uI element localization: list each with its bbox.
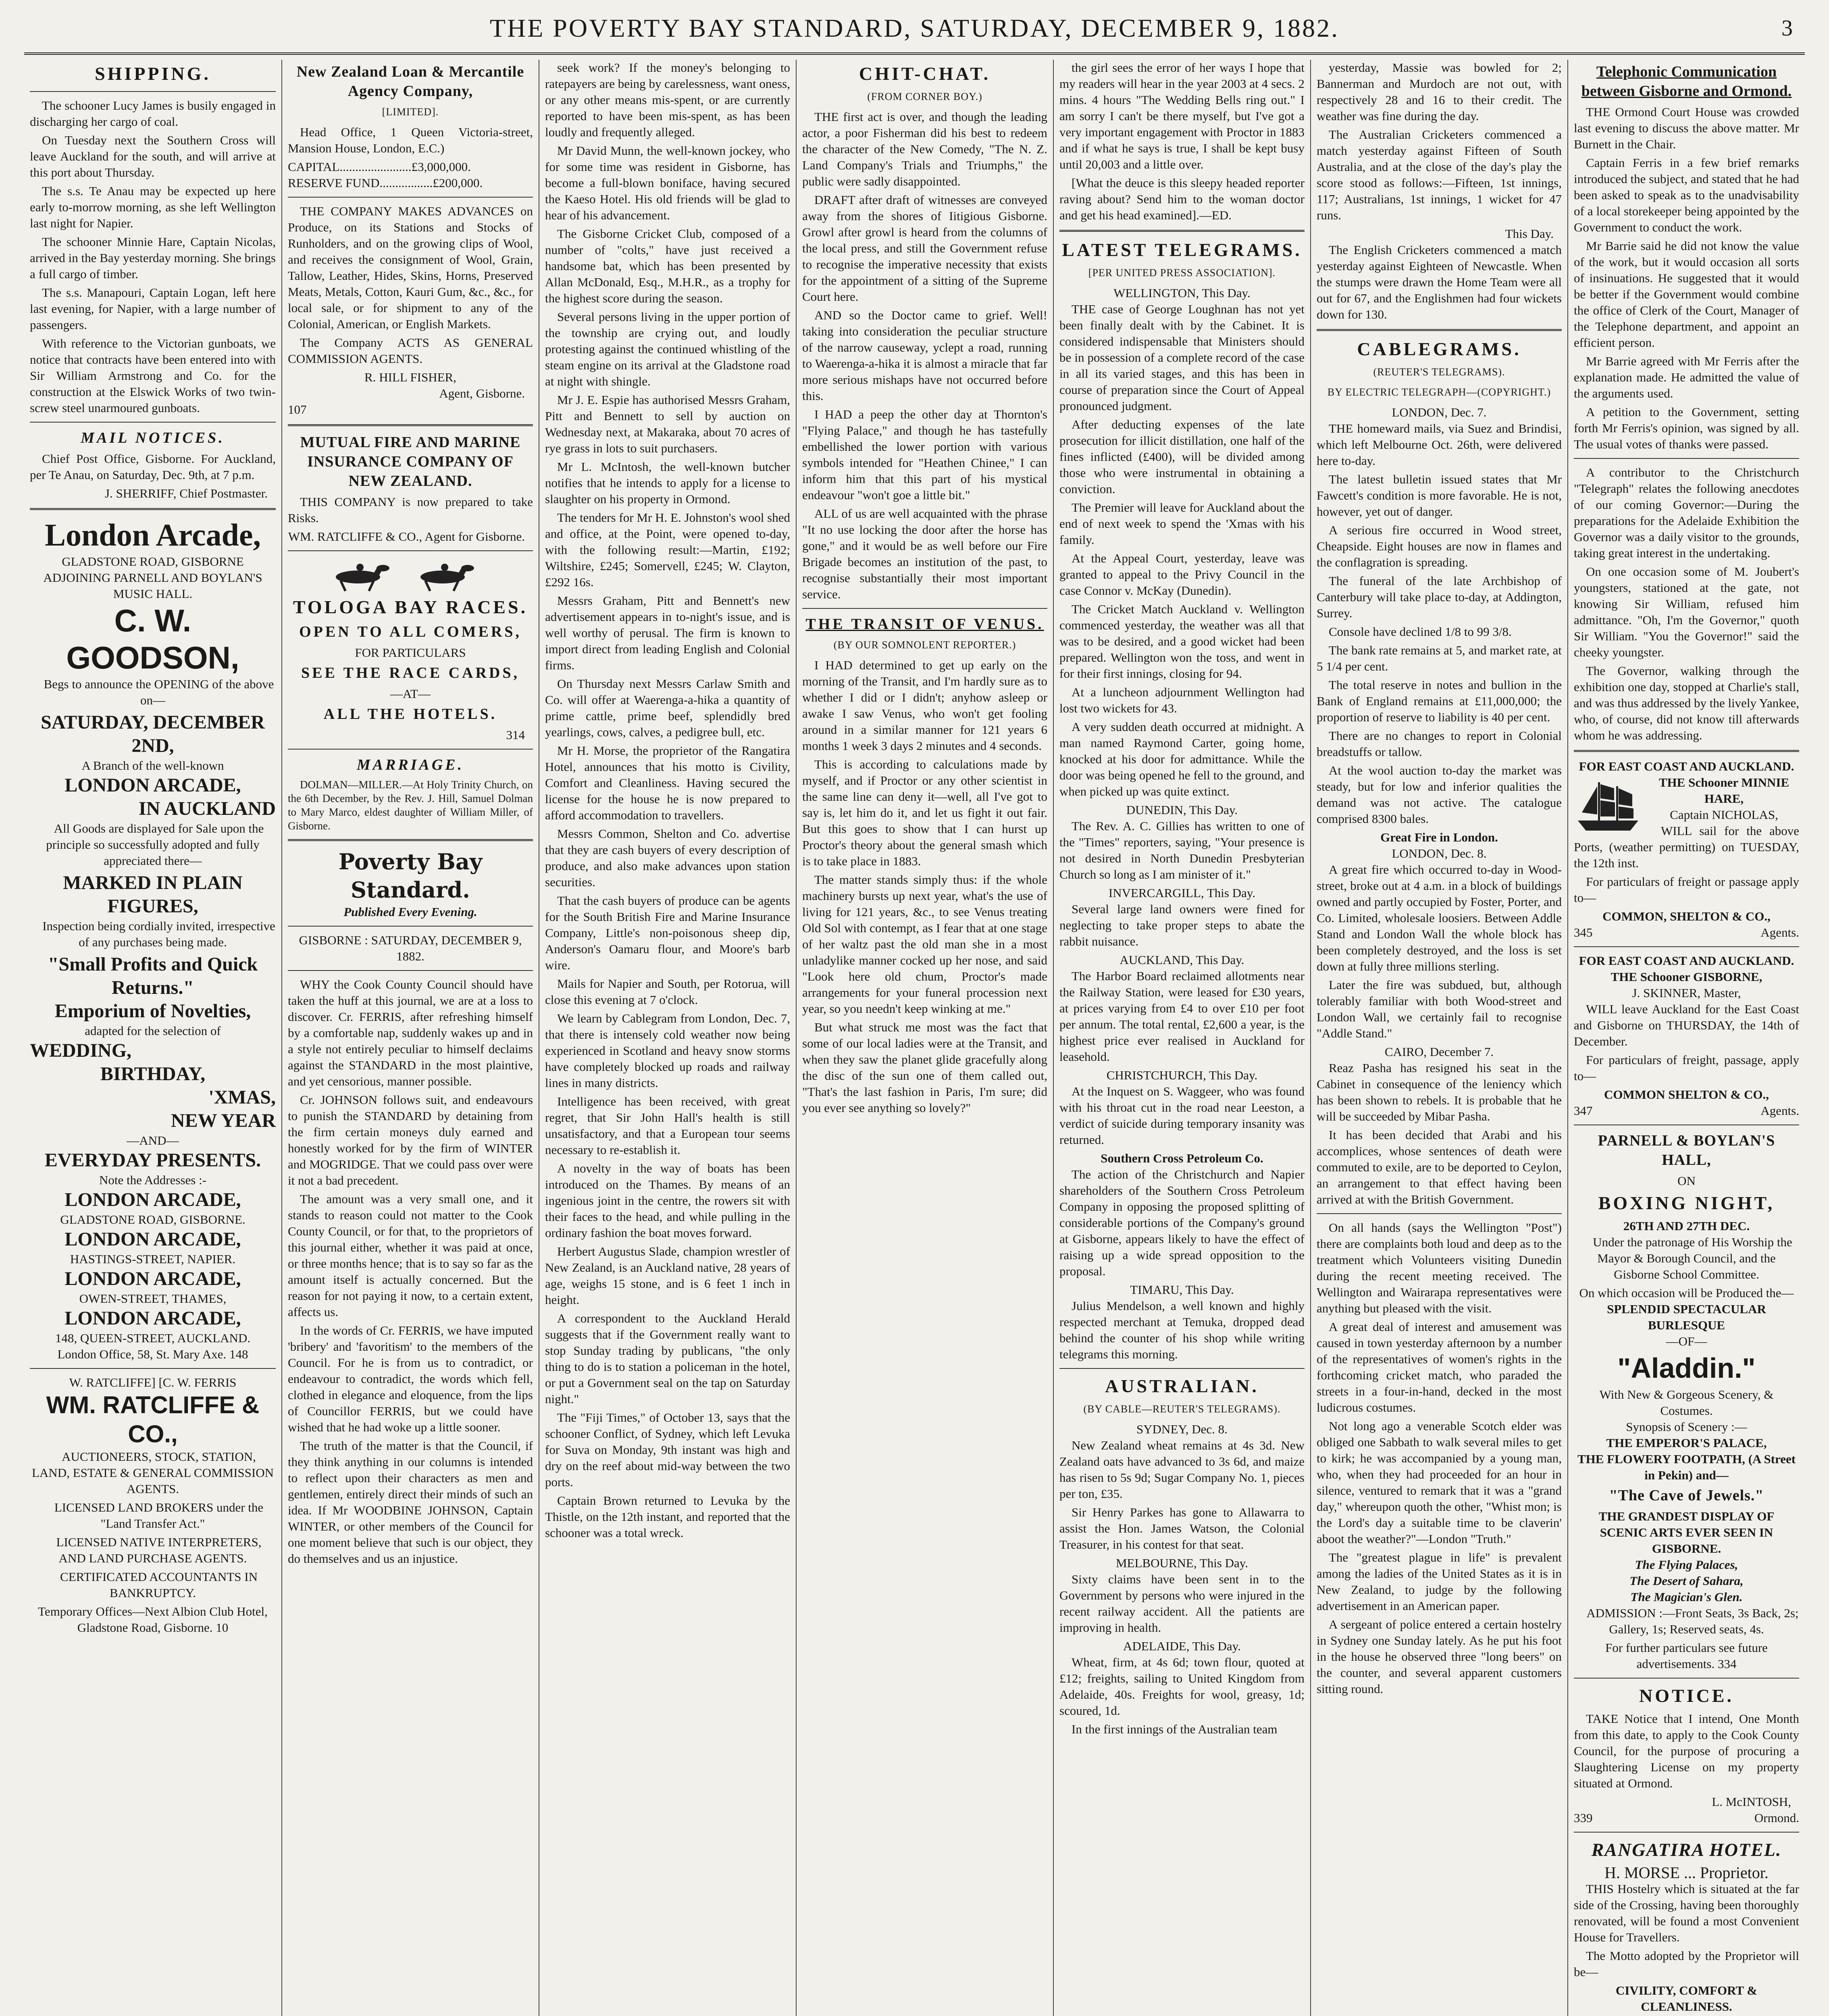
address: LONDON ARCADE, [65,1308,241,1329]
ad-line: For further particulars see future advertisements. [1605,1641,1768,1671]
dateline: WELLINGTON, This Day. [1113,286,1251,300]
paragraph: Messrs Common, Shelton and Co. advertise that they are cash buyers of every description of produce, and also make advances upon station securities. [545,827,790,889]
ad-line: Note the Addresses :- [99,1173,207,1187]
goodson-name: C. W. GOODSON, [66,603,239,675]
shipping-ad-heading: FOR EAST COAST AND AUCKLAND. [1579,954,1794,968]
paragraph: Sixty claims have been sent in to the Government by persons who were injured in the recent railway accident. All the patients are improving in health. [1059,1572,1305,1635]
section-subheading: [PER UNITED PRESS ASSOCIATION]. [1088,267,1276,279]
ad-number: 148 [229,1347,248,1361]
divider [288,839,533,841]
paragraph: AND so the Doctor came to grief. Well! taking into consideration the peculiar structure of the narrow causeway, yclept a road, running to Waerenga-a-hika it is almost a miracle that far more serious mishaps have not occurred before this. [802,308,1047,403]
ad-line: NEW YEAR [171,1110,276,1131]
paragraph: The total reserve in notes and bullion in the Bank of England remains at £11,000,000; the proportion of reserve to liability is 40 per cent. [1317,678,1562,724]
paragraph: The matter stands simply thus: if the whole machinery bursts up next year, what's the use of living for 121 years, &c., to see Venus treating Old Sol with contempt, as I fear that at one stage of her waltz past the old man she in a most unladylike manner cocked up her nose, and said "Look here old chum, Proctor's made arrangements for your funeral procession next year, so you needn't keep winking at me." [802,873,1047,1016]
address: LONDON ARCADE, [65,1268,241,1289]
paragraph: THE Ormond Court House was crowded last evening to discuss the above matter. Mr Burnett in the Chair. [1574,105,1799,151]
mutual-title: MUTUAL FIRE AND MARINE INSURANCE COMPANY OF NEW ZEALAND. [300,434,521,489]
paragraph: Several large land owners were fined for neglecting to take proper steps to abate the rabbit nuisance. [1059,902,1305,948]
scene: THE EMPEROR'S PALACE, [1606,1436,1767,1450]
paper-nameplate: Poverty Bay Standard. [338,849,483,903]
paragraph: CERTIFICATED ACCOUNTANTS IN BANKRUPTCY. [60,1570,258,1600]
paragraph: The Cricket Match Auckland v. Wellington commenced yesterday, the weather was all that was to be desired, and a good wicket had been prepared. Wellington won the toss, and went in for their first innings, closing for 94. [1059,602,1305,681]
agent-name: COMMON SHELTON & CO., [1604,1087,1769,1102]
ad-line: With New & Gorgeous Scenery, & Costumes. [1599,1387,1774,1418]
divider [30,91,276,92]
divider [1574,750,1799,752]
scene: The Desert of Sahara, [1629,1574,1744,1588]
ad-line: WEDDING, [30,1040,132,1061]
section-subheading: (FROM CORNER BOY.) [867,91,982,102]
paragraph: Several persons living in the upper portion of the township are crying out, and loudly protesting against the continued whistling of the steam engine on its arrival at the Gladstone road at night with shingle. [545,310,790,388]
paragraph: For particulars of freight, passage, apply to— [1574,1053,1799,1083]
paragraph: THE first act is over, and though the leading actor, a poor Fisherman did his best to redeem the character of the New Comedy, "The N. Z. Land Company's Trials and Triumphs," the public were sadly disappointed. [802,110,1047,188]
paragraph: The "Fiji Times," of October 13, says that the schooner Conflict, of Sydney, which left Levuka for Suva on Monday, 9th instant was high and dry on the reef about mid-way between the two ports. [545,1410,790,1489]
paragraph: The s.s. Te Anau may be expected up here early to-morrow morning, as she left Wellington last night for Napier. [30,184,276,230]
dateline: SYDNEY, Dec. 8. [1136,1422,1228,1436]
ad-line: Synopsis of Scenery :— [1626,1420,1747,1434]
ad-line: LONDON ARCADE, [65,775,241,796]
paragraph: Messrs Graham, Pitt and Bennett's new advertisement appears in to-night's issue, and is well worthy of perusal. The firm is known to import direct from leading English and Colonial firms. [545,594,790,672]
paragraph: Not long ago a venerable Scotch elder was obliged one Sabbath to walk several miles to get to kirk; he was accompanied by a young man, who, when they had proceeded for an hour in silence, ventured to remark that it was a "grand day," whereupon quoth the other, "Whist mon; is the Lord's day a suitable time to be claverin' aboot the weather?"—London "Truth." [1317,1419,1562,1546]
paragraph: On all hands (says the Wellington "Post") there are complaints both loud and deep as to the treatment which Volunteers visiting Dunedin during the recent meeting received. The Wellington and Wairarapa representatives were anything but pleased with the visit. [1317,1220,1562,1315]
paragraph: We learn by Cablegram from London, Dec. 7, that there is intensely cold weather now being experienced in Scotland and heavy snow storms have completely blocked up roads and railway lines in many districts. [545,1011,790,1090]
divider [288,197,533,198]
ad-number: 107 [288,402,307,417]
dateline: DUNEDIN, This Day. [1126,803,1238,817]
divider [30,422,276,423]
paragraph: Mr L. McIntosh, the well-known butcher notifies that he intends to apply for a license to slaughter on his property in Ormond. [545,460,790,506]
paragraph: LICENSED NATIVE INTERPRETERS, AND LAND PURCHASE AGENTS. [56,1535,262,1565]
divider [288,550,533,551]
address-street: 148, QUEEN-STREET, AUCKLAND. [55,1331,251,1345]
agent-title: Agent, Gisborne. [439,386,525,400]
divider [288,424,533,426]
paragraph: the girl sees the error of her ways I hope that my readers will hear in the year 2003 at 4 secs. 2 mins. 4 hours "The Wedding Bells ring out." I am sorry I can't be there myself, but I've got a very important engagement with Proctor in 1883 and if what he says is true, I shall be kept busy until 20,003 and a little over. [1059,60,1305,171]
dateline: CHRISTCHURCH, This Day. [1106,1068,1258,1082]
paragraph: TAKE Notice that I intend, One Month from this date, to apply to the Cook County Council, for the purpose of procuring a Slaughtering License on my property situated at Ormond. [1574,1712,1799,1790]
page-number: 3 [1781,16,1793,41]
editorial-paragraph: The amount was a very small one, and it stands to reason could not matter to the Cook County Council, or for that, to the proprietors of this journal either, whether it was paid at once, or three months hence; that is to say so far as the amount itself is actually concerned. But the reason for not paying it now, to a certain extent, affects us. [288,1192,533,1319]
scene: The Magician's Glen. [1630,1590,1743,1604]
ad-line: adapted for the selection of [85,1024,221,1038]
ad-number: 347 [1574,1104,1593,1118]
section-subheading: (REUTER'S TELEGRAMS). [1373,366,1505,378]
column-4 [796,60,1053,2016]
divider [1317,329,1562,331]
newspaper-header-title: THE POVERTY BAY STANDARD, SATURDAY, DECEMBER 9, 1882. [489,14,1340,42]
address-street: OWEN-STREET, THAMES, [79,1291,227,1306]
column-5 [1053,60,1310,2016]
paragraph: A sergeant of police entered a certain hostelry in Sydney one Sunday lately. As he put his foot in the house he observed three "long beers" on the counter, and several apparent customers sitting round. [1317,1617,1562,1696]
paragraph: The Rev. A. C. Gillies has written to one of the "Times" reporters, saying, "Your presence is not desired in North Dunedin Presbyterian Church so long as I am minister of it." [1059,819,1305,881]
racehorse-icon [322,557,499,593]
paragraph: Sir Henry Parkes has gone to Allawarra to assist the Hon. James Watson, the Colonial Treasurer, in his contest for that seat. [1059,1505,1305,1552]
hall-title: PARNELL & BOYLAN'S HALL, [1598,1132,1775,1168]
editorial-paragraph: WHY the Cook County Council should have taken the huff at this journal, we are at a loss to discover. Cr. FERRIS, after refreshing himself by a comfortable nap, suddenly wakes up and in a style not entirely peculiar to himself declaims against the STANDARD in the most plaintive, and yet censorious, manner possible. [288,977,533,1088]
editor-note: [What the deuce is this sleepy headed reporter raving about? Send him to the woman doctor and get his head examined].—ED. [1059,176,1305,222]
paragraph: Mr J. E. Espie has authorised Messrs Graham, Pitt and Bennett to sell by auction on Wednesday next, at Makaraka, about 70 acres of rye grass in lots to suit purchasers. [545,393,790,455]
paragraph: At the wool auction to-day the market was steady, but for low and inferior qualities the demand was not active. The catalogue comprised 8300 bales. [1317,763,1562,826]
paragraph: The Company ACTS AS GENERAL COMMISSION AGENTS. [288,335,533,366]
ad-date: SATURDAY, DECEMBER 2ND, [41,712,265,756]
signature: WM. RATCLIFFE & CO., Agent for Gisborne. [288,529,525,544]
column-6 [1310,60,1567,2016]
paragraph: But what struck me most was the fact that some of our local ladies were at the Transit, and when they saw the planet glide gracefully along the disc of the sun one of them called out, "That's the last fashion in Paris, I'm sure; did you ever see anything so lovely?" [802,1020,1047,1115]
dateline: ADELAIDE, This Day. [1123,1639,1241,1653]
subheading: Southern Cross Petroleum Co. [1101,1151,1263,1165]
paragraph: I HAD determined to get up early on the morning of the Transit, and I'm hardly sure as to whether I did or I didn't; anyhow asleep or awake I saw Venus, who won't get fooling around in a similar manner for 121 years 6 months 1 week 3 days 2 minutes and 4 seconds. [802,658,1047,753]
ad-line: A Branch of the well-known [81,758,224,773]
paragraph: A great fire which occurred to-day in Wood-street, broke out at 4 a.m. in a block of buildings owned and partly occupied by Foster, Porter, and Co. Limited, wholesale loosiers. Between Addle Stand and London Wall the whole block has been completely destroyed, and the loss is set down at fully three millions sterling. [1317,862,1562,973]
ship-captain: J. SKINNER, Master, [1632,986,1741,1000]
signature: J. SHERRIFF, Chief Postmaster. [104,486,268,500]
divider [1574,1678,1799,1679]
ad-line: ALL THE HOTELS. [323,706,497,723]
paragraph: I HAD a peep the other day at Thornton's "Flying Palace," and though he has tastefully embellished the lower portion with various symbols intended for "Heathen Chinee," I can inform him that this part of his mystical endeavour "won't goe a little bit." [802,407,1047,502]
paragraph: A serious fire occurred in Wood street, Cheapside. Eight houses are now in flames and the conflagration is spreading. [1317,523,1562,569]
sailing-ship-icon [1574,776,1642,837]
ad-subline: [LIMITED]. [382,106,439,118]
capital-line: CAPITAL.......................£3,000,000. [288,160,471,174]
ad-line: —AT— [390,687,431,701]
place: Ormond. [1754,1811,1799,1825]
paragraph: Julius Mendelson, a well known and highly respected merchant at Temuka, dropped dead behind the counter of his shop while writing telegrams this morning. [1059,1299,1305,1361]
divider [1574,1832,1799,1833]
ad-number-line [1574,1640,1799,1672]
scene: "The Cave of Jewels." [1609,1487,1764,1504]
divider [30,508,276,510]
paragraph: The schooner Minnie Hare, Captain Nicolas, arrived in the Bay yesterday morning. She brings a full cargo of timber. [30,235,276,281]
paragraph: The Premier will leave for Auckland about the end of next week to spend the 'Xmas with his family. [1059,500,1305,547]
paragraph: Wheat, firm, at 4s 6d; town flour, quoted at £12; freights, sailing to United Kingdom from Adelaide, 40s. Freights for wool, greasy, 1d; scoured, 1d. [1059,1655,1305,1718]
address: LONDON ARCADE, [65,1189,241,1210]
paragraph: Mr David Munn, the well-known jockey, who for some time was resident in Gisborne, has become a full-blown boniface, having secured the Kaeso Hotel. His old friends will be glad to hear of his advancement. [545,144,790,222]
paragraph: THIS Hostelry which is situated at the far side of the Crossing, having been thoroughly renovated, will be found a most Convenient House for Travellers. [1574,1882,1799,1944]
dateline: TIMARU, This Day. [1130,1283,1234,1297]
divider [30,1368,276,1369]
paragraph: seek work? If the money's belonging to ratepayers are being by carelessness, want oness, or any other means mis-spent, or are currently reported to have been mis-spent, as has been loudly and frequently alleged. [545,60,790,139]
ad-slogan: "Small Profits and Quick Returns." [48,954,258,998]
ship-name: THE Schooner GISBORNE, [1611,970,1762,984]
rangatira-title: RANGATIRA HOTEL. [1591,1839,1782,1860]
paragraph: WILL sail for the above Ports, (weather permitting) on TUESDAY, the 12th inst. [1574,824,1799,870]
address: LONDON ARCADE, [65,1229,241,1250]
ad-subline: ADJOINING PARNELL AND BOYLAN'S MUSIC HALL. [43,571,262,601]
ad-line: W. RATCLIFFE] [C. W. FERRIS [69,1375,237,1389]
paragraph: A contributor to the Christchurch "Telegraph" relates the following anecdotes of our coming Governor:—During the preparations for the Adelaide Exhibition the Governor was a daily visitor to the grounds, taking great interest in the undertaking. [1574,465,1799,560]
office-address: London Office, 58, St. Mary Axe. [57,1347,227,1361]
paragraph: The s.s. Manapouri, Captain Logan, left here last evening, for Napier, with a large number of passengers. [30,285,276,332]
dateline: INVERCARGILL, This Day. [1108,886,1256,900]
paragraph: Console have declined 1/8 to 99 3/8. [1329,625,1512,639]
dateline: CAIRO, December 7. [1384,1045,1494,1059]
paragraph: Begs to announce the OPENING of the above on— [44,677,274,707]
ad-number: 334 [1717,1657,1737,1671]
paragraph: WILL leave Auckland for the East Coast and Gisborne on THURSDAY, the 14th of December. [1574,1002,1799,1048]
nzlm-title: New Zealand Loan & Mercantile Agency Company, [296,63,524,100]
ad-line [30,1604,276,1636]
paragraph: Chief Post Office, Gisborne. For Auckland, per Te Anau, on Saturday, Dec. 9th, at 7 p.m. [30,452,276,482]
cablegrams-heading: CABLEGRAMS. [1357,339,1521,359]
agent-title: Agents. [1760,925,1799,939]
agent-name: COMMON, SHELTON & CO., [1602,909,1771,923]
paragraph: The bank rate remains at 5, and market rate, at 5 1/4 per cent. [1317,643,1562,673]
scene: THE GRANDEST DISPLAY OF SCENIC ARTS EVER SEEN IN GISBORNE. [1598,1509,1775,1556]
ad-date: 26TH AND 27TH DEC. [1623,1219,1750,1233]
paragraph: It has been decided that Arabi and his accomplices, whose sentences of death were commuted to exile, are to be deported to Ceylon, an arrangement to that effect having been arrived at with the British Government. [1317,1128,1562,1206]
paragraph: The "greatest plague in life" is prevalent among the ladies of the United States as it is in New Zealand, to judge by the following advertisement in an American paper. [1317,1550,1562,1613]
divider [288,970,533,971]
paragraph: Mr Barrie said he did not know the value of the work, but it would occasion all sorts of insinuations. He suggested that it would be better if the Government would combine the office of Clerk of the Court, Manager of the Telephone department, and appoint an efficient person. [1574,239,1799,350]
ad-line: MARKED IN PLAIN FIGURES, [63,872,243,917]
ad-line: —AND— [127,1133,179,1148]
telephonic-heading: Telephonic Communication between Gisborne and Ormond. [1581,63,1792,100]
paragraph: Captain Brown returned to Levuka by the Thistle, on the 12th instant, and reported that the schooner was a total wreck. [545,1493,790,1540]
paragraph: Mr H. Morse, the proprietor of the Rangatira Hotel, announces that his motto is Civility, Comfort and Cleanliness. Having secured the license for the house he is now prepared to afford accommodation to travellers. [545,744,790,822]
paragraph: ALL of us are well acquainted with the phrase "It no use locking the door after the horse has gone," and it would be as well before our Fire Brigade becomes an institution of the past, to recognise substantially their most important service. [802,506,1047,601]
column-2 [281,60,539,2016]
paragraph: On Tuesday next the Southern Cross will leave Auckland for the south, and will arrive at this port about Thursday. [30,133,276,179]
paragraph: Under the patronage of His Worship the Mayor & Borough Council, and the Gisborne School Committee. [1593,1235,1792,1281]
paragraph: The Governor, walking through the exhibition one day, stopped at Charlie's stall, and was thus addressed by the lively Yankee, who, of course, did not know till afterwards whom he was addressing. [1574,664,1799,742]
ad-line: FOR PARTICULARS [355,646,466,660]
paragraph: Herbert Augustus Slade, champion wrestler of New Zealand, is an Auckland native, 28 years of age, weighs 15 stone, and is 6 feet 1 inch in height. [545,1244,790,1307]
paragraph: Intelligence has been received, with great regret, that Sir John Hall's health is still unsatisfactory, and that a European tour seems necessary to re-establish it. [545,1094,790,1157]
marriage-heading: MARRIAGE. [356,756,464,773]
editorial-paragraph: The truth of the matter is that the Council, if they think anything in our columns is intended to reflect upon their characters as men and gentlemen, entirely direct their minds of such an idea. If Mr WOODBINE JOHNSON, Captain WINTER, or other members of the Council for one moment believe that such is our object, they do themselves and us an injustice. [288,1439,533,1566]
section-subheading: (BY CABLE—REUTER'S TELEGRAMS). [1083,1403,1281,1415]
paragraph: Mails for Napier and South, per Rotorua, will close this evening at 7 o'clock. [545,977,790,1007]
paragraph: Reaz Pasha has resigned his seat in the Cabinet in consequence of the leniency which has been shown to rebels. It is probable that he will be succeeded by Mibar Pasha. [1317,1061,1562,1123]
paragraph: Head Office, 1 Queen Victoria-street, Mansion House, London, E.C.) [288,125,533,155]
column-3 [539,60,796,2016]
boxing-night: BOXING NIGHT, [1598,1193,1775,1213]
ad-number: 10 [216,1620,229,1635]
paragraph: DRAFT after draft of witnesses are conveyed away from the shores of Iitigious Gisborne. Growl after growl is heard from the columns of the local press, and still the Government refuse to recognise the imperative necessity that exists for the appointment of a sitting of the Supreme Court here. [802,193,1047,304]
ad-number: 345 [1574,925,1593,939]
ship-captain: Captain NICHOLAS, [1670,808,1778,822]
paragraph: THE case of George Loughnan has not yet been finally dealt with by the Cabinet. It is considered indispensable that Ministers should be in possession of a complete record of the case in all its varied stages, and this has been in course of preparation since the Court of Appeal pronounced judgment. [1059,302,1305,413]
shipping-ad-heading: FOR EAST COAST AND AUCKLAND. [1579,759,1794,773]
agent-title: Agents. [1760,1104,1799,1118]
paragraph: On one occasion some of M. Joubert's youngsters, stationed at the gate, not knowing Sir William, refused him admittance. "Oh, I'm the Governor," quoth Sir William. "You the Governor!" said the cheeky youngster. [1574,564,1799,659]
divider [1059,230,1305,232]
paragraph: A petition to the Government, setting forth Mr Ferris's opinion, was signed by all. The usual votes of thanks were passed. [1574,405,1799,451]
paragraph: The Harbor Board reclaimed allotments near the Railway Station, were leased for £30 years, at prices varying from £4 to over £10 per foot per annum. The total rental, £2,600 a year, is the highest price ever realised in Auckland for leasehold. [1059,969,1305,1064]
ad-line: 'XMAS, [208,1087,276,1108]
paragraph: The Motto adopted by the Proprietor will be— [1574,1949,1799,1979]
transit-heading: THE TRANSIT OF VENUS. [805,616,1044,633]
paragraph: At the Inquest on S. Waggeer, who was found with his throat cut in the road near Leeston, a verdict of suicide during temporary insanity was returned. [1059,1084,1305,1147]
paragraph: The funeral of the late Archbishop of Canterbury will take place to-day, at Addington, Surrey. [1317,574,1562,620]
scene: The Flying Palaces, [1635,1558,1738,1572]
paragraph: The Gisborne Cricket Club, composed of a number of "colts," have just received a handsome bat, which has been presented by Allan McDonald, Esq., M.H.R., as a trophy for the highest score during the season. [545,227,790,305]
paragraph: A correspondent to the Auckland Herald suggests that if the Government really want to stop Sunday trading by publicans, "the only thing to do is to station a policeman in the hotel, or put a Government seal on the tap on Saturday night." [545,1311,790,1406]
paragraph: The Australian Cricketers commenced a match yesterday against Fifteen of South Australia, and at the close of the day's play the score stood as follows:—Fifteen, 1st innings, 117; Australians, 1st innings, 1 wicket for 47 runs. [1317,127,1562,222]
london-arcade-title: London Arcade, [44,517,261,552]
paragraph: A novelty in the way of boats has been introduced on the Thames. By means of an ingenious joint in the centre, the rowers sit with their faces to the head, and while pulling in the ordinary fashion the boat moves forward. [545,1161,790,1240]
chit-chat-heading: CHIT-CHAT. [859,63,991,84]
proprietor: H. MORSE ... Proprietor. [1604,1864,1769,1882]
ad-line: OPEN TO ALL COMERS, [299,623,522,640]
paragraph: In the first innings of the Australian team [1072,1722,1278,1736]
ad-number: 339 [1574,1811,1593,1825]
paragraph: At a luncheon adjournment Wellington had lost two wickets for 43. [1059,685,1305,715]
paragraph: This is according to calculations made by myself, and if Proctor or any other scientist in the same line can deny it—well, all I've got to say is, let him do it, and let us fight it out fair. But this goes to show that I can hurst up Proctor's theory about the general smash which is to take place in 1883. [802,757,1047,868]
column-7 [1567,60,1805,2016]
paragraph: Inspection being cordially invited, irrespective of any purchases being made. [42,919,275,949]
ad-line: EVERYDAY PRESENTS. [44,1150,261,1171]
editorial-paragraph: In the words of Cr. FERRIS, we have imputed 'bribery' and 'favoritism' to the members of the Council. For he is from us to contradict, or endeavour to contradict, the words which fell, clothed in elegance and eloquence, from the lips of Councillor FERRIS, but we could have wished that he had woke up a little sooner. [288,1323,533,1434]
notice-heading: NOTICE. [1639,1685,1734,1706]
aladdin-title: "Aladdin." [1617,1352,1756,1384]
motto: CIVILITY, COMFORT & CLEANLINESS. [1615,1983,1758,2014]
masthead [24,4,1805,55]
divider [802,608,1047,609]
paragraph: THE homeward mails, via Suez and Brindisi, which left Melbourne Oct. 26th, were delivered here to-day. [1317,421,1562,468]
ad-line: ON [1677,1174,1696,1188]
paragraph: Later the fire was subdued, but, although tolerably familiar with both Wood-street and London Wall, we certainly fail to recognise "Addle Stand." [1317,978,1562,1040]
divider [1574,946,1799,947]
paragraph: On Thursday next Messrs Carlaw Smith and Co. will offer at Waerenga-a-hika a quantity of prime cattle, prime beef, splendidly bred yearlings, cows, calves, a pedigree bull, etc. [545,677,790,739]
reserve-line: RESERVE FUND.................£200,000. [288,176,483,190]
paragraph: ADMISSION :—Front Seats, 3s Back, 2s; Gallery, 1s; Reserved seats, 4s. [1586,1606,1799,1636]
paragraph: A very sudden death occurred at midnight. A man named Raymond Carter, going home, knocked at his door for admittance. While the door was being opened he fell to the ground, and when picked up was quite extinct. [1059,720,1305,798]
paragraph: Captain Ferris in a few brief remarks introduced the subject, and stated that he had been asked to speak as to the unadvisability of a local storekeeper being appointed by the Government to conduct the work. [1574,156,1799,234]
ad-number: 314 [506,728,525,742]
latest-telegrams-heading: LATEST TELEGRAMS. [1062,240,1302,260]
tologa-races-title: TOLOGA BAY RACES. [293,597,528,617]
divider [288,749,533,750]
divider [1574,458,1799,459]
ad-line: On which occasion will be Produced the— [1579,1286,1794,1300]
paragraph: yesterday, Massie was bowled for 2; Bannerman and Murdoch are not out, with respectively 28 and 16 to their credit. The weather was fine during the day. [1317,60,1562,123]
paragraph: The action of the Christchurch and Napier shareholders of the Southern Cross Petroleum Company in opposing the proposed splitting of considerable portions of the Company's ground at Gisborne, appears likely to have the effect of raising up a wide spread opposition to the proposal. [1059,1167,1305,1278]
ad-line: SEE THE RACE CARDS, [301,664,520,681]
ad-number-line [1574,1103,1799,1119]
paragraph: DOLMAN—MILLER.—At Holy Trinity Church, on the 6th December, by the Rev. J. Hill, Samuel Dolman to Mary Marco, eldest daughter of William Miller, of Gisborne. [288,779,533,832]
column-1 [24,60,281,2016]
dateline: LONDON, Dec. 7. [1392,405,1487,419]
paragraph: The English Cricketers commenced a match yesterday against Eighteen of Newcastle. When the stumps were drawn the Home Team were all out for 67, and the Englishmen had four wickets down for 130. [1317,243,1562,321]
publication-line: Published Every Evening. [343,905,477,919]
paragraph: At the Appeal Court, yesterday, leave was granted to appeal to the Privy Council in the case Connor v. McKay (Dunedin). [1059,551,1305,598]
dateline: AUCKLAND, This Day. [1119,953,1244,967]
ship-name: THE Schooner MINNIE HARE, [1658,775,1789,806]
paragraph: Mr Barrie agreed with Mr Ferris after the explanation made. He admitted the value of the arguments used. [1574,354,1799,400]
ad-line: IN AUCKLAND [138,798,276,819]
ad-line: BIRTHDAY, [100,1063,206,1085]
mail-notices-heading: MAIL NOTICES. [81,429,225,446]
subheading: Great Fire in London. [1380,830,1498,844]
ad-number-line [1574,925,1799,941]
ad-line: Emporium of Novelties, [54,1000,251,1022]
dateline: This Day. [1505,227,1554,241]
paragraph: LICENSED LAND BROKERS under the "Land Transfer Act." [54,1500,264,1531]
paragraph: The tenders for Mr H. E. Johnston's wool shed and office, at the Point, were opened to-day, with the following result:—Martin, £192; Wiltshire, £245; Somervell, £245; W. Clayton, £292 16s. [545,510,790,589]
ad-number-line [1574,1810,1799,1826]
paragraph: New Zealand wheat remains at 4s 3d. New Zealand oats have advanced to 3s 6d, and maize has risen to 5s 9d; Sugar Company No. 1, pieces per ton, £35. [1059,1438,1305,1501]
paragraph: After deducting expenses of the late prosecution for illicit distillation, one half of the fines inflicted (£400), will be divided among those who were instrumental in obtaining a conviction. [1059,417,1305,496]
section-subheading: BY ELECTRIC TELEGRAPH—(COPYRIGHT.) [1327,386,1551,398]
paragraph: AUCTIONEERS, STOCK, STATION, LAND, ESTATE & GENERAL COMMISSION AGENTS. [31,1450,274,1496]
divider [288,926,533,927]
address-street: HASTINGS-STREET, NAPIER. [70,1252,236,1266]
dateline: MELBOURNE, This Day. [1115,1556,1248,1570]
ad-line [30,1346,276,1362]
paragraph: All Goods are displayed for Sale upon the principle so successfully adopted and fully appreciated there— [46,821,264,868]
ad-subline: GLADSTONE ROAD, GISBORNE [62,554,244,569]
agent-name: R. HILL FISHER, [364,370,456,384]
paragraph: The latest bulletin issued states that Mr Fawcett's condition is more favorable. He is not, however, yet out of danger. [1317,472,1562,519]
section-subheading: (BY OUR SOMNOLENT REPORTER.) [833,639,1016,651]
paragraph: THIS COMPANY is now prepared to take Risks. [288,495,533,525]
paragraph: There are no changes to report in Colonial breadstuffs or tallow. [1317,729,1562,759]
paragraph: The schooner Lucy James is busily engaged in discharging her cargo of coal. [30,98,276,129]
editorial-paragraph: Cr. JOHNSON follows suit, and endeavours to punish the STANDARD by detaining from the firm certain moneys duly earned and honestly worked for by the firm of WINTER and MOGRIDGE. That we could pass over were it not a bad precedent. [288,1093,533,1187]
paragraph: A great deal of interest and amusement was caused in town yesterday afternoon by a number of the representatives of women's rights in the forthcoming cricket match, who paraded the streets in a four-in-hand, decked in the most ludicrous costumes. [1317,1320,1562,1414]
paragraph: For particulars of freight or passage apply to— [1574,875,1799,905]
signature: L. McINTOSH, [1712,1795,1791,1809]
scene: THE FLOWERY FOOTPATH, (A Street in Pekin) and— [1577,1452,1796,1482]
office-address: Temporary Offices—Next Albion Club Hotel, Gladstone Road, Gisborne. [38,1604,268,1635]
shipping-heading: SHIPPING. [95,63,211,84]
ratcliffe-title: WM. RATCLIFFE & CO., [46,1391,260,1447]
dateline: GISBORNE : SATURDAY, DECEMBER 9, 1882. [299,933,522,963]
paragraph: That the cash buyers of produce can be agents for the South British Fire and Marine Insurance Company, Little's non-poisonous sheep dip, Anderson's Oamaru flour, and Moore's barb wire. [545,893,790,972]
dateline: LONDON, Dec. 8. [1392,846,1487,860]
paragraph: THE COMPANY MAKES ADVANCES on Produce, on its Stations and Stocks of Runholders, and on the growing clips of Wool, and receives the consignment of Wool, Grain, Tallow, Leather, Hides, Skins, Horns, Preserved Meats, Metals, Cotton, Kauri Gum, &c., &c., for local sale, or for shipment to any of the Colonial, American, or English Markets. [288,204,533,331]
australian-heading: AUSTRALIAN. [1105,1376,1259,1396]
paragraph: With reference to the Victorian gunboats, we notice that contracts have been entered into with Sir William Armstrong and Co. for the construction at the Elswick Works of two twin-screw steel unarmoured gunboats. [30,336,276,415]
divider [1059,1368,1305,1369]
address-street: GLADSTONE ROAD, GISBORNE. [60,1212,246,1227]
ad-line: SPLENDID SPECTACULAR BURLESQUE [1607,1302,1766,1332]
divider [1317,1213,1562,1214]
ad-line: —OF— [1666,1334,1707,1348]
